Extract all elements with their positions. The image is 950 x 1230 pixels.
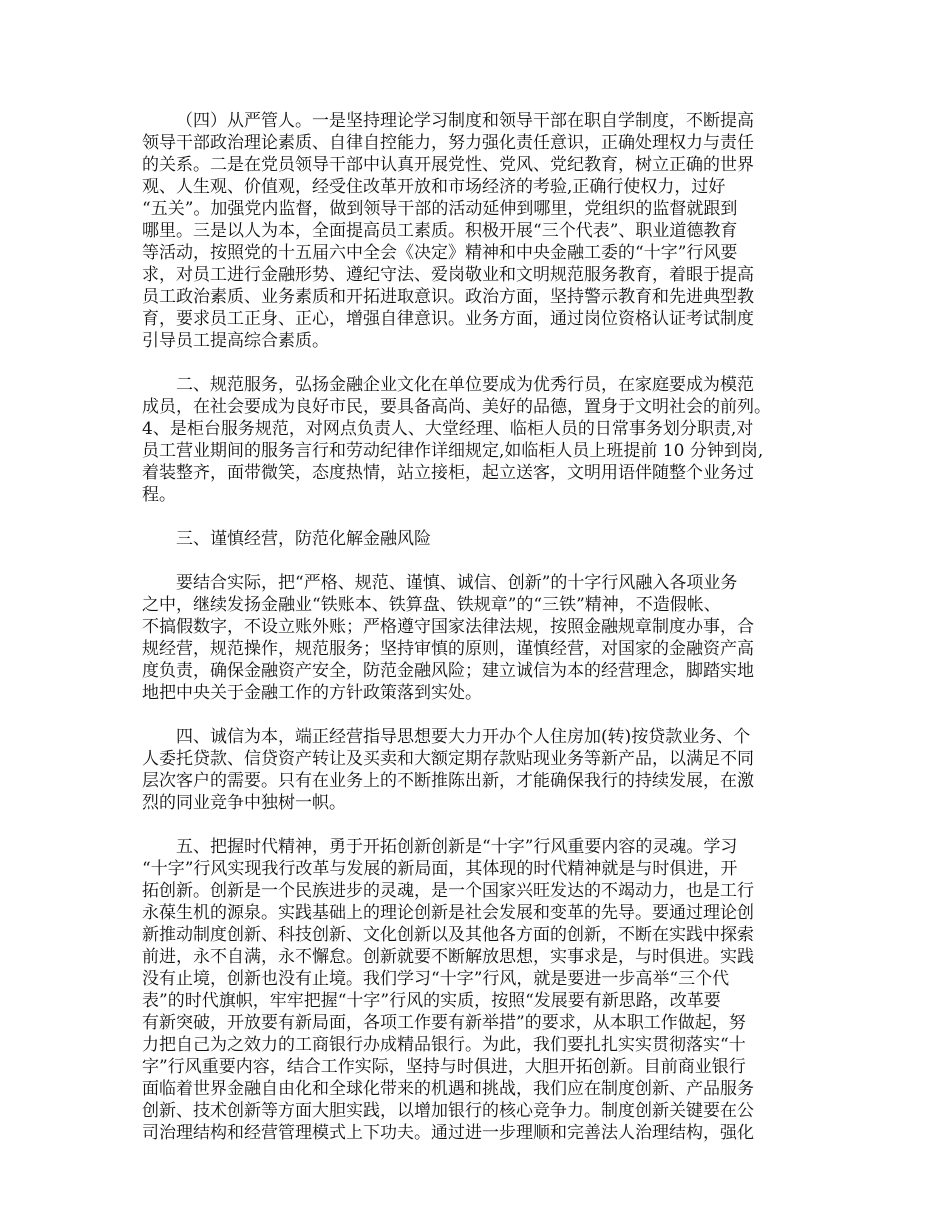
text-line: 规经营，规范操作，规范服务；坚持审慎的原则，谨慎经营，对国家的金融资产高 <box>142 639 754 659</box>
text-line: 人委托贷款、信贷资产转让及买卖和大额定期存款贴现业务等新产品，以满足不同 <box>142 749 754 769</box>
text-line: 员工政治素质、业务素质和开拓进取意识。政治方面，坚持警示教育和先进典型教 <box>142 287 754 307</box>
text-line: 4、是柜台服务规范，对网点负责人、大堂经理、临柜人员的日常事务划分职责,对 <box>142 419 754 439</box>
text-line: 求，对员工进行金融形势、遵纪守法、爱岗敬业和文明规范服务教育，着眼于提高 <box>142 265 754 285</box>
text-line: 地把中央关于金融工作的方针政策落到实处。 <box>142 683 482 703</box>
text-line: 领导干部政治理论素质、自律自控能力，努力强化责任意识，正确处理权力与责任 <box>142 133 754 153</box>
text-line: 之中，继续发扬金融业“铁账本、铁算盘、铁规章”的“三铁”精神，不造假帐、 <box>142 595 721 615</box>
text-line: 观、人生观、价值观，经受住改革开放和市场经济的考验,正确行使权力，过好 <box>142 177 726 197</box>
text-line: 力把自己为之效力的工商银行办成精品银行。为此，我们要扎扎实实贯彻落实“十 <box>142 1035 746 1055</box>
text-line: 四、诚信为本，端正经营指导思想要大力开办个人住房加(转)按贷款业务、个 <box>176 727 751 747</box>
text-line: 程。 <box>142 485 176 505</box>
text-line: 字”行风重要内容，结合工作实际，坚持与时俱进，大胆开拓创新。目前商业银行 <box>142 1057 746 1077</box>
paragraph-innovation <box>142 836 814 1144</box>
text-line: 员工营业期间的服务言行和劳动纪律作详细规定,如临柜人员上班提前 10 分钟到岗, <box>142 441 764 461</box>
text-line: “五关”。加强党内监督，做到领导干部的活动延伸到哪里，党组织的监督就跟到 <box>142 199 738 219</box>
text-line: 五、把握时代精神，勇于开拓创新创新是“十字”行风重要内容的灵魂。学习 <box>176 837 738 857</box>
text-line: 层次客户的需要。只有在业务上的不断推陈出新，才能确保我行的持续发展，在激 <box>142 771 754 791</box>
text-line: 新推动制度创新、科技创新、文化创新以及其他各方面的创新，不断在实践中探索 <box>142 925 754 945</box>
text-line: 度负责，确保金融资产安全，防范金融风险；建立诚信为本的经营理念，脚踏实地 <box>142 661 754 681</box>
paragraph-prudent-operation <box>142 572 814 704</box>
text-line: 烈的同业竞争中独树一帜。 <box>142 793 346 813</box>
paragraph-strict-management <box>142 110 814 352</box>
document-page <box>142 110 814 1166</box>
text-line: “十字”行风实现我行改革与发展的新局面，其体现的时代精神就是与时俱进，开 <box>142 859 738 879</box>
text-line: 表”的时代旗帜，牢牢把握“十字”行风的实质，按照“发展要有新思路，改革要 <box>142 991 721 1011</box>
text-line: 着装整齐，面带微笑，态度热情，站立接柜，起立送客，文明用语伴随整个业务过 <box>142 463 754 483</box>
text-line: 二、规范服务，弘扬金融企业文化在单位要成为优秀行员，在家庭要成为模范 <box>176 375 754 395</box>
text-line: 创新、技术创新等方面大胆实践，以增加银行的核心竞争力。制度创新关键要在公 <box>142 1101 754 1121</box>
text-line: 要结合实际，把“严格、规范、谨慎、诚信、创新”的十字行风融入各项业务 <box>176 573 738 593</box>
text-line: 司治理结构和经营管理模式上下功夫。通过进一步理顺和完善法人治理结构，强化 <box>142 1123 754 1143</box>
text-line: 等活动，按照党的十五届六中全会《决定》精神和中央金融工委的“十字”行风要 <box>142 243 738 263</box>
text-line: 三、谨慎经营，防范化解金融风险 <box>176 529 431 549</box>
paragraph-standardized-service <box>142 374 814 506</box>
text-line: 哪里。三是以人为本，全面提高员工素质。积极开展“三个代表”、职业道德教育 <box>142 221 738 241</box>
text-line: 没有止境，创新也没有止境。我们学习“十字”行风，就是要进一步高举“三个代 <box>142 969 730 989</box>
text-line: （四）从严管人。一是坚持理论学习制度和领导干部在职自学制度，不断提高 <box>176 111 754 131</box>
text-line: 拓创新。创新是一个民族进步的灵魂，是一个国家兴旺发达的不竭动力，也是工行 <box>142 881 754 901</box>
text-line: 育，要求员工正身、正心，增强自律意识。业务方面，通过岗位资格认证考试制度 <box>142 309 754 329</box>
text-line: 面临着世界金融自由化和全球化带来的机遇和挑战，我们应在制度创新、产品服务 <box>142 1079 754 1099</box>
paragraph-integrity <box>142 726 814 814</box>
text-line: 有新突破，开放要有新局面，各项工作要有新举措”的要求，从本职工作做起，努 <box>142 1013 746 1033</box>
section-heading-prudent-operation <box>142 528 814 550</box>
text-line: 永葆生机的源泉。实践基础上的理论创新是社会发展和变革的先导。要通过理论创 <box>142 903 754 923</box>
text-line: 不搞假数字，不设立账外账；严格遵守国家法律法规，按照金融规章制度办事，合 <box>142 617 754 637</box>
text-line: 的关系。二是在党员领导干部中认真开展党性、党风、党纪教育，树立正确的世界 <box>142 155 754 175</box>
text-line: 前进，永不自满，永不懈怠。创新就要不断解放思想，实事求是，与时俱进。实践 <box>142 947 754 967</box>
text-line: 引导员工提高综合素质。 <box>142 331 329 351</box>
text-line: 成员，在社会要成为良好市民，要具备高尚、美好的品德，置身于文明社会的前列。 <box>142 397 771 417</box>
